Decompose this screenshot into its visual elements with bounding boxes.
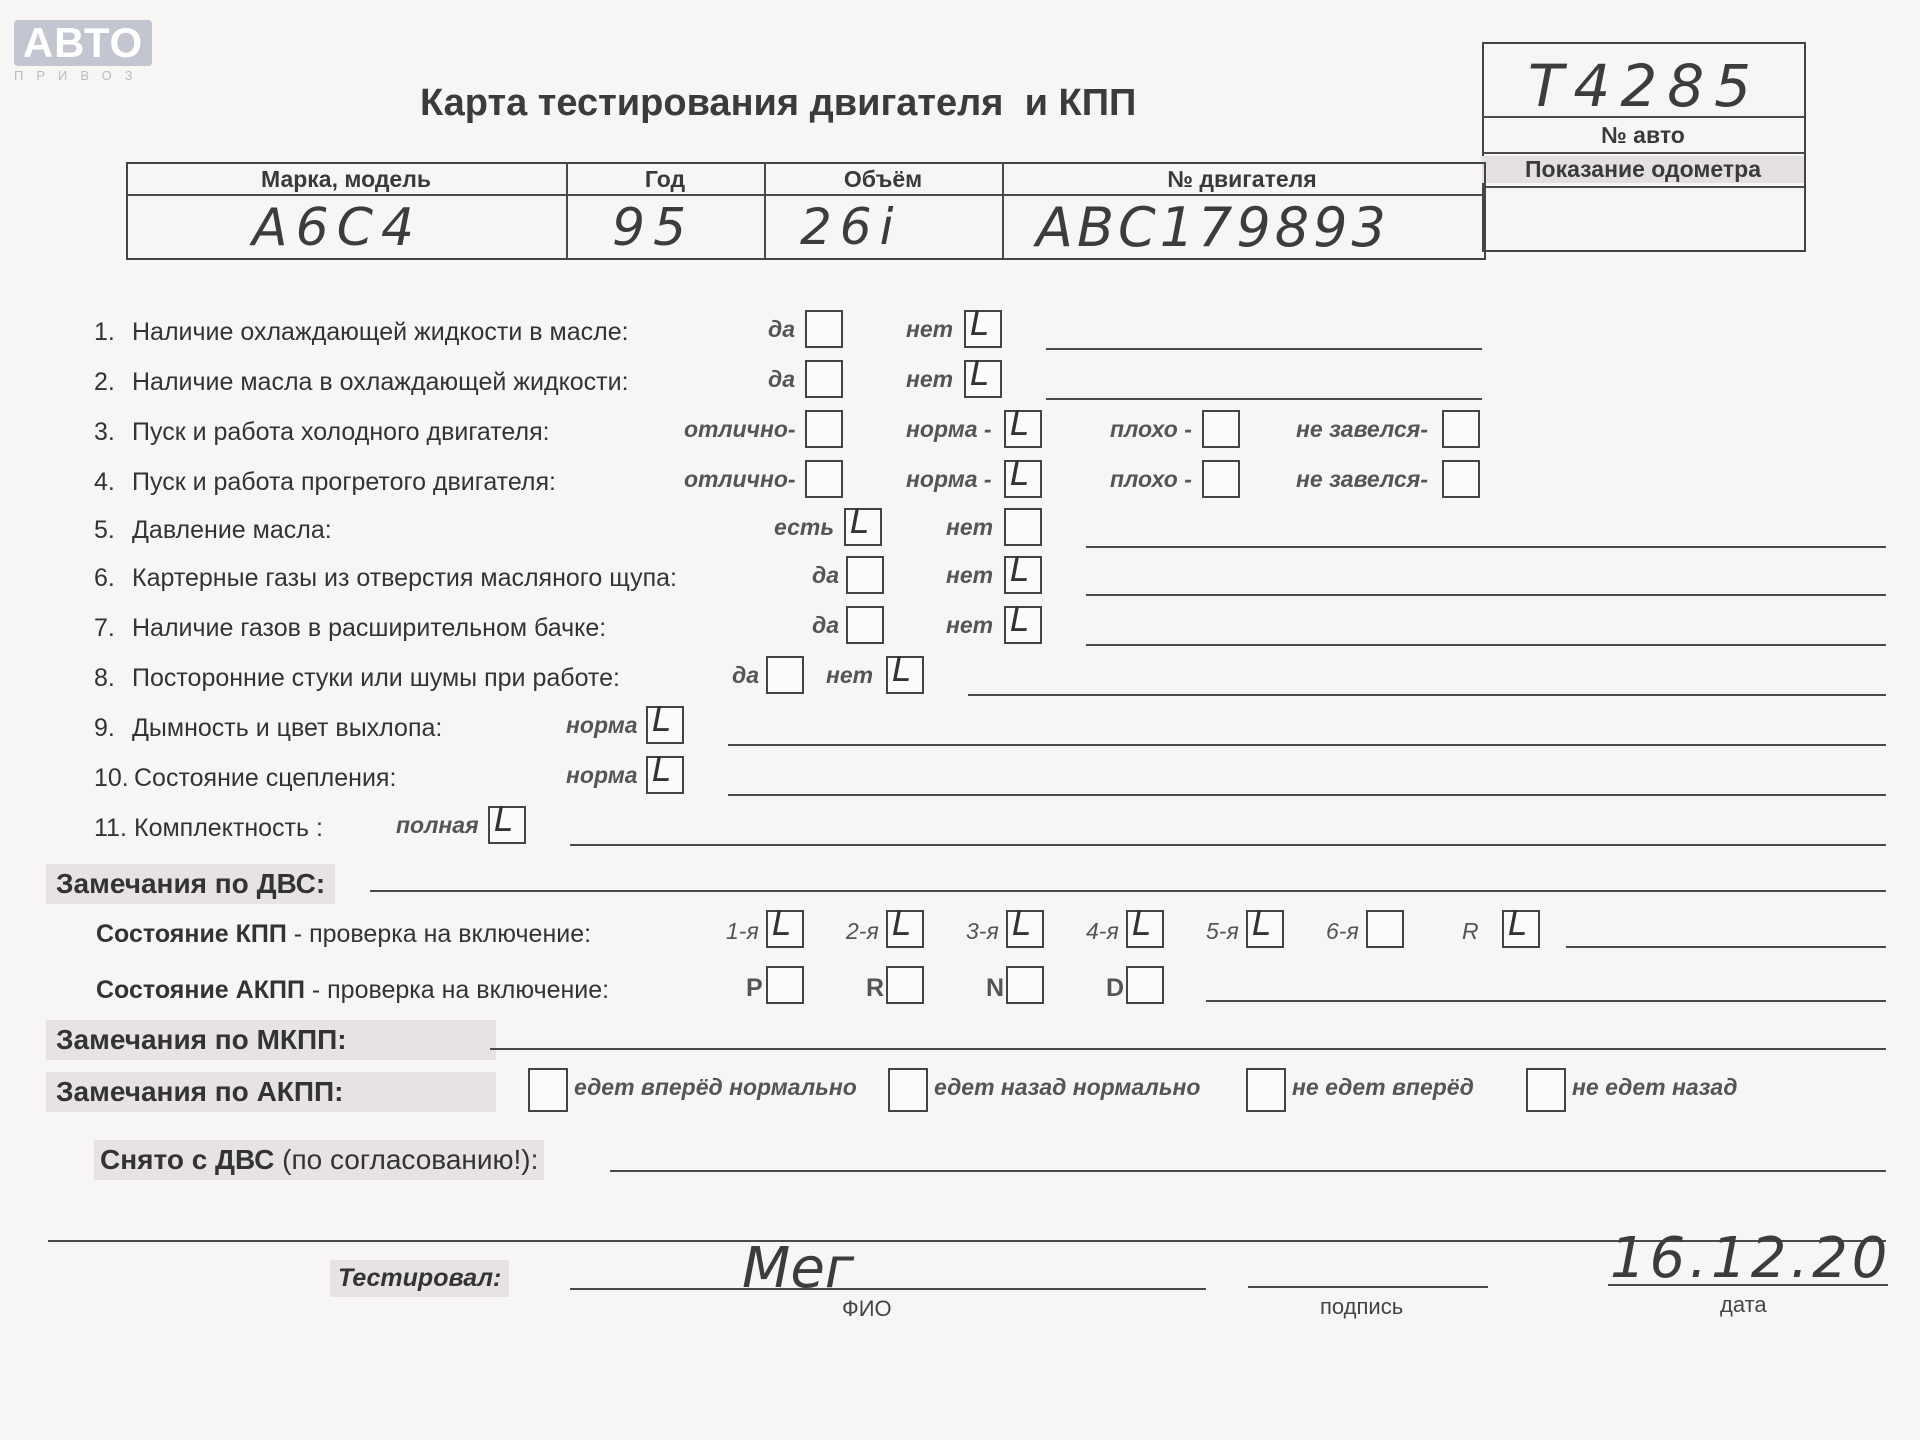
question-number: 3. xyxy=(94,418,115,446)
question-number: 11. xyxy=(94,814,127,842)
engine-number-header: № двигателя xyxy=(1167,166,1317,192)
option-label: норма xyxy=(566,762,638,788)
question-text: Пуск и работа прогретого двигателя: xyxy=(132,468,556,496)
question-number: 9. xyxy=(94,714,115,742)
checkbox[interactable] xyxy=(1004,454,1042,498)
check-mark-icon: ᒪ xyxy=(1010,404,1029,444)
question-number: 5. xyxy=(94,516,115,544)
dvs-remarks-label: Замечания по ДВС: xyxy=(46,864,335,904)
akpp-mode-label: D xyxy=(1106,974,1125,1002)
question-number: 8. xyxy=(94,664,115,692)
check-mark-icon: ᒪ xyxy=(892,650,911,690)
option-label: да xyxy=(812,612,840,638)
option-label: да xyxy=(732,662,760,688)
akpp-mode-checkbox[interactable] xyxy=(1126,966,1164,1004)
question-number: 7. xyxy=(94,614,115,642)
option-label: да xyxy=(768,316,796,342)
remark-line xyxy=(570,844,1886,846)
option-label: нет xyxy=(906,366,954,392)
remark-line xyxy=(1086,644,1886,646)
gear-checkbox[interactable] xyxy=(1502,904,1540,948)
question-number: 10. xyxy=(94,764,129,792)
signature-label: подпись xyxy=(1320,1294,1404,1319)
make-model-value: A6C4 xyxy=(252,198,423,258)
gear-checkbox[interactable] xyxy=(766,904,804,948)
checkbox[interactable] xyxy=(846,556,884,594)
auto-number-value: T4285 xyxy=(1528,52,1762,120)
year-value: 95 xyxy=(612,198,695,258)
gear-checkbox[interactable] xyxy=(1126,904,1164,948)
checkbox[interactable] xyxy=(805,410,843,448)
option-label: полная xyxy=(396,812,479,838)
gear-label: 4-я xyxy=(1086,918,1119,944)
check-mark-icon: ᒪ xyxy=(494,800,513,840)
akpp-remark-checkbox[interactable] xyxy=(1246,1068,1286,1112)
option-label: отлично- xyxy=(684,416,796,442)
checkbox[interactable] xyxy=(1442,460,1480,498)
checkbox[interactable] xyxy=(1202,460,1240,498)
engine-number-value: ABC179893 xyxy=(1036,196,1390,259)
check-mark-icon: ᒪ xyxy=(1508,904,1527,944)
checkbox[interactable] xyxy=(964,304,1002,348)
checkbox[interactable] xyxy=(1004,600,1042,644)
year-header: Год xyxy=(644,166,686,192)
akpp-mode-label: P xyxy=(746,974,763,1002)
akpp-mode-checkbox[interactable] xyxy=(886,966,924,1004)
check-mark-icon: ᒪ xyxy=(1010,454,1029,494)
check-mark-icon: ᒪ xyxy=(850,502,869,542)
gear-label: 1-я xyxy=(726,918,759,944)
remark-line xyxy=(1086,594,1886,596)
option-label: нет xyxy=(946,562,994,588)
gear-label: R xyxy=(1462,918,1479,944)
checkbox[interactable] xyxy=(1004,508,1042,546)
akpp-mode-label: N xyxy=(986,974,1005,1002)
option-label: нет xyxy=(946,514,994,540)
akpp-remark-option: не едет вперёд xyxy=(1292,1074,1474,1100)
check-mark-icon: ᒪ xyxy=(1132,904,1151,944)
option-label: есть xyxy=(774,514,834,540)
akpp-remark-checkbox[interactable] xyxy=(528,1068,568,1112)
check-mark-icon: ᒪ xyxy=(652,700,671,740)
akpp-remark-option: едет вперёд нормально xyxy=(574,1074,857,1100)
volume-value: 26i xyxy=(800,198,902,256)
akpp-remark-checkbox[interactable] xyxy=(888,1068,928,1112)
volume-header: Объём xyxy=(843,166,923,192)
gear-label: 2-я xyxy=(846,918,879,944)
kpp-label: Состояние КПП - проверка на включение: xyxy=(96,920,592,948)
question-text: Посторонние стуки или шумы при работе: xyxy=(132,664,620,692)
question-text: Наличие масла в охлаждающей жидкости: xyxy=(132,368,629,396)
date-label: дата xyxy=(1720,1292,1767,1317)
check-mark-icon: ᒪ xyxy=(892,904,911,944)
question-number: 2. xyxy=(94,368,115,396)
check-mark-icon: ᒪ xyxy=(970,354,989,394)
option-label: не завелся- xyxy=(1296,466,1428,492)
gear-label: 3-я xyxy=(966,918,999,944)
remark-line xyxy=(968,694,1886,696)
checkbox[interactable] xyxy=(1202,410,1240,448)
question-text: Комплектность : xyxy=(134,814,323,842)
option-label: отлично- xyxy=(684,466,796,492)
checkbox[interactable] xyxy=(805,360,843,398)
removed-from-engine-label: Снято с ДВС (по согласованию!): xyxy=(94,1140,544,1180)
gear-checkbox[interactable] xyxy=(1246,904,1284,948)
question-text: Состояние сцепления: xyxy=(134,764,397,792)
odometer-label: Показание одометра xyxy=(1482,156,1804,183)
akpp-label: Состояние АКПП - проверка на включение: xyxy=(96,976,610,1004)
check-mark-icon: ᒪ xyxy=(970,304,989,344)
remark-line xyxy=(728,794,1886,796)
remark-line xyxy=(1086,546,1886,548)
akpp-remark-checkbox[interactable] xyxy=(1526,1068,1566,1112)
option-label: да xyxy=(812,562,840,588)
option-label: плохо - xyxy=(1110,416,1192,442)
question-number: 1. xyxy=(94,318,115,346)
option-label: нет xyxy=(826,662,874,688)
fio-label: ФИО xyxy=(842,1296,892,1321)
tested-label: Тестировал: xyxy=(330,1260,509,1297)
remark-line xyxy=(1046,398,1482,400)
remark-line xyxy=(1046,348,1482,350)
checkbox[interactable] xyxy=(805,460,843,498)
gear-checkbox[interactable] xyxy=(1366,910,1404,948)
tester-signature: Мег xyxy=(742,1236,855,1301)
remark-line xyxy=(728,744,1886,746)
option-label: норма xyxy=(566,712,638,738)
check-mark-icon: ᒪ xyxy=(652,750,671,790)
question-text: Наличие газов в расширительном бачке: xyxy=(132,614,607,642)
checkbox[interactable] xyxy=(646,700,684,744)
mkpp-remarks-label: Замечания по МКПП: xyxy=(46,1020,496,1060)
checkbox[interactable] xyxy=(646,750,684,794)
gear-label: 5-я xyxy=(1206,918,1239,944)
checkbox[interactable] xyxy=(1442,410,1480,448)
make-model-header: Марка, модель xyxy=(261,166,431,192)
checkbox[interactable] xyxy=(1004,550,1042,594)
checkbox[interactable] xyxy=(886,650,924,694)
checkbox[interactable] xyxy=(488,800,526,844)
akpp-mode-checkbox[interactable] xyxy=(766,966,804,1004)
question-number: 4. xyxy=(94,468,115,496)
checkbox[interactable] xyxy=(844,502,882,546)
auto-number-label: № авто xyxy=(1601,122,1685,148)
logo-subtitle: ПРИВОЗ xyxy=(14,68,146,83)
gear-checkbox[interactable] xyxy=(886,904,924,948)
checkbox[interactable] xyxy=(766,656,804,694)
option-label: норма - xyxy=(906,416,992,442)
option-label: да xyxy=(768,366,796,392)
option-label: плохо - xyxy=(1110,466,1192,492)
check-mark-icon: ᒪ xyxy=(1010,550,1029,590)
page-title: Карта тестирования двигателя и КПП xyxy=(420,82,1137,124)
question-text: Картерные газы из отверстия масляного щупа: xyxy=(132,564,677,592)
akpp-remarks-label: Замечания по АКПП: xyxy=(46,1072,496,1112)
checkbox[interactable] xyxy=(846,606,884,644)
option-label: нет xyxy=(906,316,954,342)
gear-label: 6-я xyxy=(1326,918,1359,944)
check-mark-icon: ᒪ xyxy=(772,904,791,944)
question-number: 6. xyxy=(94,564,115,592)
check-mark-icon: ᒪ xyxy=(1010,600,1029,640)
akpp-remark-option: едет назад нормально xyxy=(934,1074,1201,1100)
checkbox[interactable] xyxy=(1004,404,1042,448)
akpp-mode-checkbox[interactable] xyxy=(1006,966,1044,1004)
checkbox[interactable] xyxy=(964,354,1002,398)
question-text: Наличие охлаждающей жидкости в масле: xyxy=(132,318,629,346)
question-text: Давление масла: xyxy=(132,516,332,544)
gear-checkbox[interactable] xyxy=(1006,904,1044,948)
option-label: не завелся- xyxy=(1296,416,1428,442)
akpp-remark-option: не едет назад xyxy=(1572,1074,1738,1100)
check-mark-icon: ᒪ xyxy=(1012,904,1031,944)
option-label: норма - xyxy=(906,466,992,492)
question-text: Дымность и цвет выхлопа: xyxy=(132,714,443,742)
check-mark-icon: ᒪ xyxy=(1252,904,1271,944)
date-value: 16.12.20 xyxy=(1610,1226,1892,1291)
akpp-mode-label: R xyxy=(866,974,885,1002)
checkbox[interactable] xyxy=(805,310,843,348)
logo: АВТО xyxy=(14,20,152,66)
question-text: Пуск и работа холодного двигателя: xyxy=(132,418,550,446)
option-label: нет xyxy=(946,612,994,638)
